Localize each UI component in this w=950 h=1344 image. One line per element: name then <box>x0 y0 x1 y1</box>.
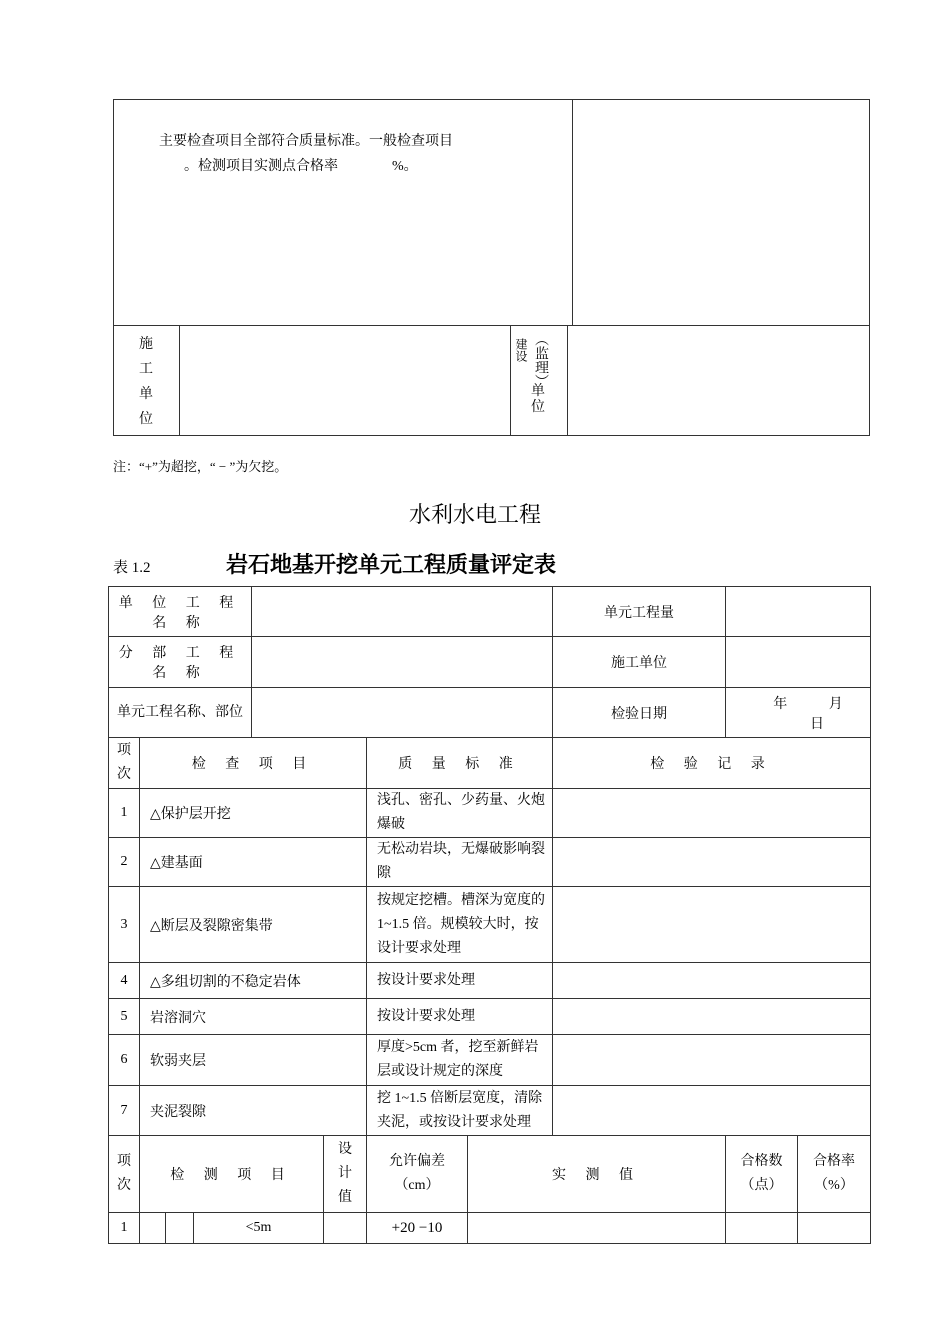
check-row <box>109 838 871 887</box>
supervisor-label-b: （监理） <box>533 332 548 388</box>
inspection-date-value[interactable]: 年 月 日 <box>726 688 871 738</box>
check-row <box>109 1035 871 1086</box>
project-heading: 水利水电工程 <box>408 502 541 527</box>
measure-sub-cell <box>140 1213 166 1244</box>
unit-quantity-value[interactable] <box>726 587 871 637</box>
check-standard: 按设计要求处理 <box>367 963 553 999</box>
check-row <box>109 963 871 999</box>
construction-unit-value[interactable] <box>726 637 871 688</box>
tolerance-value: +20 −10 <box>367 1213 468 1244</box>
evaluation-table <box>108 586 871 1244</box>
check-standard: 无松动岩块，无爆破影响裂隙 <box>367 838 553 887</box>
check-item: △多组切割的不稳定岩体 <box>140 963 367 999</box>
measured-value-header: 实 测 值 <box>468 1136 726 1213</box>
check-record[interactable] <box>553 887 871 963</box>
check-item-header: 检 查 项 目 <box>140 738 367 789</box>
check-item: 软弱夹层 <box>140 1035 367 1086</box>
check-standard: 按设计要求处理 <box>367 999 553 1035</box>
supervisor-label-a: 建设 <box>514 338 528 362</box>
element-name-value[interactable] <box>252 688 553 738</box>
pass-rate[interactable] <box>798 1213 871 1244</box>
check-no: 1 <box>109 789 140 838</box>
unit-project-name-label: 单 位 工 程 名 称 <box>109 587 252 637</box>
table-title: 岩石地基开挖单元工程质量评定表 <box>226 553 557 578</box>
check-record-header: 检 验 记 录 <box>553 738 871 789</box>
check-item: △断层及裂隙密集带 <box>140 887 367 963</box>
check-row <box>109 789 871 838</box>
check-header-row <box>109 738 871 789</box>
check-no: 2 <box>109 838 140 887</box>
measure-sub-item: <5m <box>194 1213 324 1244</box>
measure-header-row <box>109 1136 871 1213</box>
info-row <box>109 587 871 637</box>
unit-project-name-value[interactable] <box>252 587 553 637</box>
check-standard: 浅孔、密孔、少药量、火炮爆破 <box>367 789 553 838</box>
measured-value[interactable] <box>468 1213 726 1244</box>
check-row <box>109 887 871 963</box>
check-no: 7 <box>109 1086 140 1136</box>
note-text: 注：“+”为超挖，“ − ”为欠挖。 <box>113 459 288 474</box>
info-row <box>109 637 871 688</box>
inspection-date-label: 检验日期 <box>553 688 726 738</box>
measure-no: 1 <box>109 1213 140 1244</box>
construction-unit-label: 施工单位 <box>553 637 726 688</box>
info-row <box>109 688 871 738</box>
check-record[interactable] <box>553 1086 871 1136</box>
check-standard-header: 质 量 标 准 <box>367 738 553 789</box>
check-no-header: 项次 <box>109 738 140 789</box>
division-project-name-label: 分 部 工 程 名 称 <box>109 637 252 688</box>
check-standard: 挖 1~1.5 倍断层宽度，清除夹泥，或按设计要求处理 <box>367 1086 553 1136</box>
check-record[interactable] <box>553 789 871 838</box>
pass-rate-header: 合格率 （%） <box>798 1136 871 1213</box>
check-item: 夹泥裂隙 <box>140 1086 367 1136</box>
construction-unit-label: 施 工 单 位 <box>139 337 153 427</box>
measure-row <box>109 1213 871 1244</box>
design-value-header: 设计值 <box>324 1136 367 1213</box>
design-value[interactable] <box>324 1213 367 1244</box>
division-project-name-value[interactable] <box>252 637 553 688</box>
measure-sub-cell <box>166 1213 194 1244</box>
measure-item-header: 检 测 项 目 <box>140 1136 324 1213</box>
unit-quantity-label: 单元工程量 <box>553 587 726 637</box>
check-row <box>109 999 871 1035</box>
check-no: 6 <box>109 1035 140 1086</box>
check-record[interactable] <box>553 999 871 1035</box>
check-standard: 按规定挖槽。槽深为宽度的 1~1.5 倍。规模较大时，按设计要求处理 <box>367 887 553 963</box>
supervisor-unit-label: 单 位 <box>531 384 545 415</box>
summary-line-1: 主要检查项目全部符合质量标准。一般检查项目 <box>159 134 453 149</box>
check-row <box>109 1086 871 1136</box>
check-item: △建基面 <box>140 838 367 887</box>
check-no: 3 <box>109 887 140 963</box>
check-record[interactable] <box>553 838 871 887</box>
measure-no-header: 项次 <box>109 1136 140 1213</box>
summary-line-2: 。检测项目实测点合格率 <box>184 159 338 174</box>
quality-summary-block <box>113 99 870 436</box>
check-item: 岩溶洞穴 <box>140 999 367 1035</box>
pass-count[interactable] <box>726 1213 798 1244</box>
pass-count-header: 合格数 （点） <box>726 1136 798 1213</box>
check-record[interactable] <box>553 963 871 999</box>
tolerance-header: 允许偏差 （cm） <box>367 1136 468 1213</box>
check-record[interactable] <box>553 1035 871 1086</box>
check-no: 5 <box>109 999 140 1035</box>
check-item: △保护层开挖 <box>140 789 367 838</box>
table-number: 表 1.2 <box>113 560 151 576</box>
check-no: 4 <box>109 963 140 999</box>
summary-percent: %。 <box>392 159 418 174</box>
check-standard: 厚度>5cm 者，挖至新鲜岩层或设计规定的深度 <box>367 1035 553 1086</box>
element-name-label: 单元工程名称、部位 <box>109 688 252 738</box>
